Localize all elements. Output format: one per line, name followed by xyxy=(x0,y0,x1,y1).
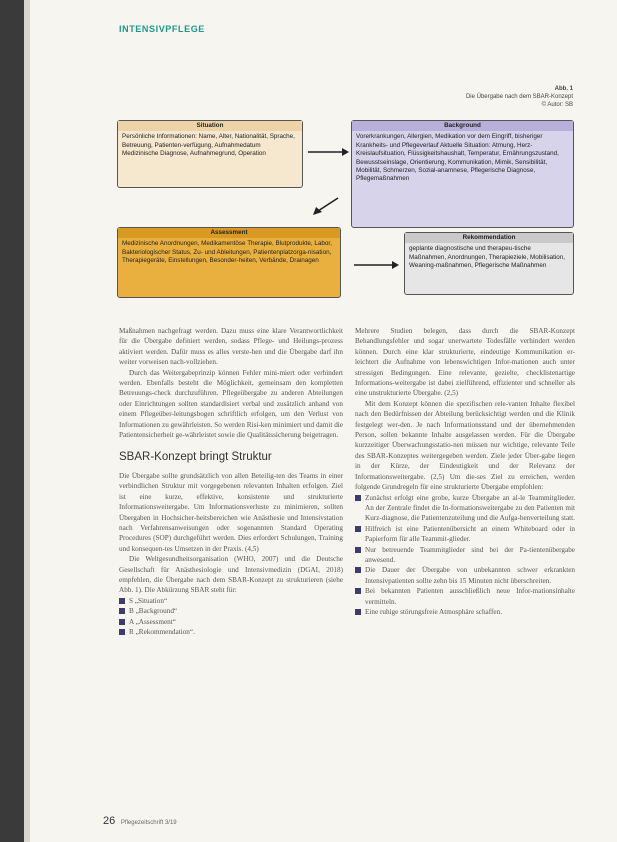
left-paragraph-3: Die Übergabe sollte grundsätzlich von allen Beteilig-ten des Teams in einer verbindlichen Struktur mit vorgegebenen relevanten Inhalten erfolgen. Ziel ist eine kurze, effektive, konsistente und strukturierte Informationsweitergabe. Um Informationsverluste zu minimieren, sollten Übergaben in Hochsicher-heitsbereichen wie Anästhesie und Intensivstation nach Verfahrensanweisungen oder sogenannten Standard Operating Procedures (SOP) durchgeführt werden. Dies erfordert Schulungen, Training und konsequen-tes Umsetzen in der Praxis. (4,5) xyxy=(119,471,343,553)
list-item: Nur betreuende Teammitglieder sind bei der Pa-tientenübergabe anwesend. xyxy=(355,545,575,566)
list-item: S „Situation“ xyxy=(119,596,343,606)
book-gutter xyxy=(0,0,24,842)
list-item: Die Dauer der Übergabe von unbekannten schwer erkrankten Intensivpatienten sollte zehn bis 15 Minuten nicht überschreiten. xyxy=(355,565,575,586)
figure-caption: Die Übergabe nach dem SBAR-Konzept xyxy=(465,94,573,100)
figure-caption-block xyxy=(466,85,573,109)
right-paragraph-2: Mit dem Konzept können die spezifischen rele-vanten Inhalte flexibel nach den Bedürfnissen der Abteilung berücksichtigt werden und die Klinik festgelegt wer-den. Je nach Informationsstand und der übernehmenden Person, sollen bekannte Inhalte ausgelassen werden. Für die Übergabe kurzzeitiger Überwachungsstatio-nen müssen nur wichtige, relevante Teile des SBAR-Konzeptes weitergegeben werden. Ziele jeder Über-gabe liegen in der Kürze, der Eindeutigkeit und der Relevanz der Informationsweitergabe. (2,5) Um die-ses Ziel zu erreichen, werden folgende Grundregeln für eine strukturierte Übergabe empfohlen: xyxy=(355,399,575,492)
assessment-box xyxy=(117,227,341,298)
section-heading: SBAR-Konzept bringt Struktur xyxy=(119,451,272,464)
right-paragraph-1: Mehrere Studien belegen, dass durch die SBAR-Konzept Behandlungsfehler und sogar unerwartete Todesfälle verhindert werden können. Durch eine klar strukturierte, eindeutige Kommunikation er-leichtert die Aufnahme von lebenswichtigen Infor-mationen auch unter stressigen Bedingungen. Eine relevante, gezielte, checklistenartige Informations-weitergabe ist dabei zielführend, effizienter und schneller als eine unstrukturierte Übergabe. (2,5) xyxy=(355,327,575,398)
section-header: INTENSIVPFLEGE xyxy=(119,24,205,34)
bullet-square-icon xyxy=(119,598,125,604)
arrow-assessment-to-recommendation-icon xyxy=(352,259,400,271)
bullet-square-icon xyxy=(119,608,125,614)
assessment-text: Medizinische Anordnungen, Medikamentöse Therapie, Blutprodukte, Labor, Bakteriologischer Status, Zu- und Ableitungen, Patientenplatzorga-nisation, Therapiegeräte, Einstellungen, Besonder-heiten, Verbände, Drainagen xyxy=(122,240,332,265)
bullet-square-icon xyxy=(355,609,361,615)
journal-name: Pflegezeitschrift 3/19 xyxy=(120,820,177,826)
bullet-square-icon xyxy=(119,619,125,625)
figure-label: Abb. 1 xyxy=(554,86,573,92)
list-item: Zunächst erfolgt eine grobe, kurze Übergabe an al-le Teammitglieder. An der Zentrale findet die In-formationsweitergabe zu den Patienten mit Kurz-diagnose, die Patientenzuteilung und die Aufga-benverteilung statt. xyxy=(355,493,575,524)
right-column xyxy=(355,326,575,617)
left-column xyxy=(119,326,343,637)
bullet-square-icon xyxy=(119,629,125,635)
recommendation-title: Rekommendation xyxy=(405,233,573,243)
bullet-square-icon xyxy=(355,547,361,553)
situation-title: Situation xyxy=(118,121,302,131)
assessment-title: Assessment xyxy=(118,228,340,238)
page-number: 26 xyxy=(103,815,116,827)
situation-text: Persönliche Informationen: Name, Alter, Nationalität, Sprache, Betreuung, Patienten-verfügung, Aufnahmedatum Medizinische Diagnose, Aufnahmegrund, Operation xyxy=(122,133,295,158)
left-paragraph-1: Maßnahmen nachgefragt werden. Dazu muss eine klare Verantwortlichkeit für die Übergabe definiert werden, sodass Pflege- und Heilungs-prozess aktiviert werden. Dafür muss es alles verste-hen und die Übergabe darf ihn weiter vorweisen nach-vollziehen. xyxy=(119,327,343,367)
list-item: R „Rekommendation“. xyxy=(119,627,343,637)
arrow-background-to-assessment-icon xyxy=(310,196,340,218)
bullet-square-icon xyxy=(355,495,361,501)
background-box xyxy=(351,120,574,228)
bullet-square-icon xyxy=(355,567,361,573)
list-item: Hilfreich ist eine Patientenübersicht an einem Whiteboard oder in Papierform für alle Teammit-glieder. xyxy=(355,524,575,545)
bullet-square-icon xyxy=(355,588,361,594)
list-item: Eine ruhige störungsfreie Atmosphäre schaffen. xyxy=(355,607,575,617)
background-title: Background xyxy=(352,121,573,131)
list-item: B „Background“ xyxy=(119,606,343,616)
bullet-square-icon xyxy=(355,526,361,532)
arrow-situation-to-background-icon xyxy=(306,146,350,158)
recommendation-box xyxy=(404,232,574,295)
figure-credit: © Autor: SB xyxy=(541,102,573,108)
left-paragraph-4: Die Weltgesundheitsorganisation (WHO, 2007) und die Deutsche Gesellschaft für Anästhesiologie und Intensivmedizin (DGAI, 2018) empfehlen, die Übergabe nach dem SBAR-Konzept zu strukturieren (siehe Abb. 1). Die Abkürzung SBAR steht für: xyxy=(119,555,343,595)
left-paragraph-2: Durch das Weitergabeprinzip können Fehler mini-miert oder verhindert werden. Ebenfalls besteht die Möglichkeit, gemeinsam den kompletten Betreuungs-check durchzuführen. Pflegeübergabe zu anderen Abteilungen oder Einrichtungen sollten standardisiert verbal und zusätzlich anhand von einem Pflegeüber-leitungsbogen schriftlich erfolgen, um den Verlust von Informationen zu gewährleisten. So werden Risi-ken minimiert und damit die Patientensicherheit ge-währleistet sowie die Qualitätssicherung beigetragen. xyxy=(119,368,343,440)
list-item: Bei bekannten Patienten ausschließlich neue Infor-mationsinhalte vermitteln. xyxy=(355,586,575,607)
page-footer xyxy=(103,815,177,827)
situation-box xyxy=(117,120,303,188)
recommendation-text: geplante diagnostische und therapeu-tische Maßnahmen, Anordnungen, Therapieziele, Mobilisation, Weaning-maßnahmen, Pflegerische Maßnahmen xyxy=(409,245,566,270)
background-text: Vorerkrankungen, Allergien, Medikation vor dem Eingriff, bisheriger Krankheits- und Pflegeverlauf Aktuelle Situation: Atmung, Herz-Kreislaufsituation, Flüssigkeitshaushalt, Temperatur, Ernährungszustand, Bewusstseinslage, Orientierung, Kommunikation, Mimik, Sensibilität, Mobilität, Schmerzen, Sozial-anamnese, Pflegerische Diagnose, Pflegemaßnahmen xyxy=(356,133,559,183)
gutter-shadow xyxy=(24,0,30,842)
list-item: A „Assessment“ xyxy=(119,617,343,627)
